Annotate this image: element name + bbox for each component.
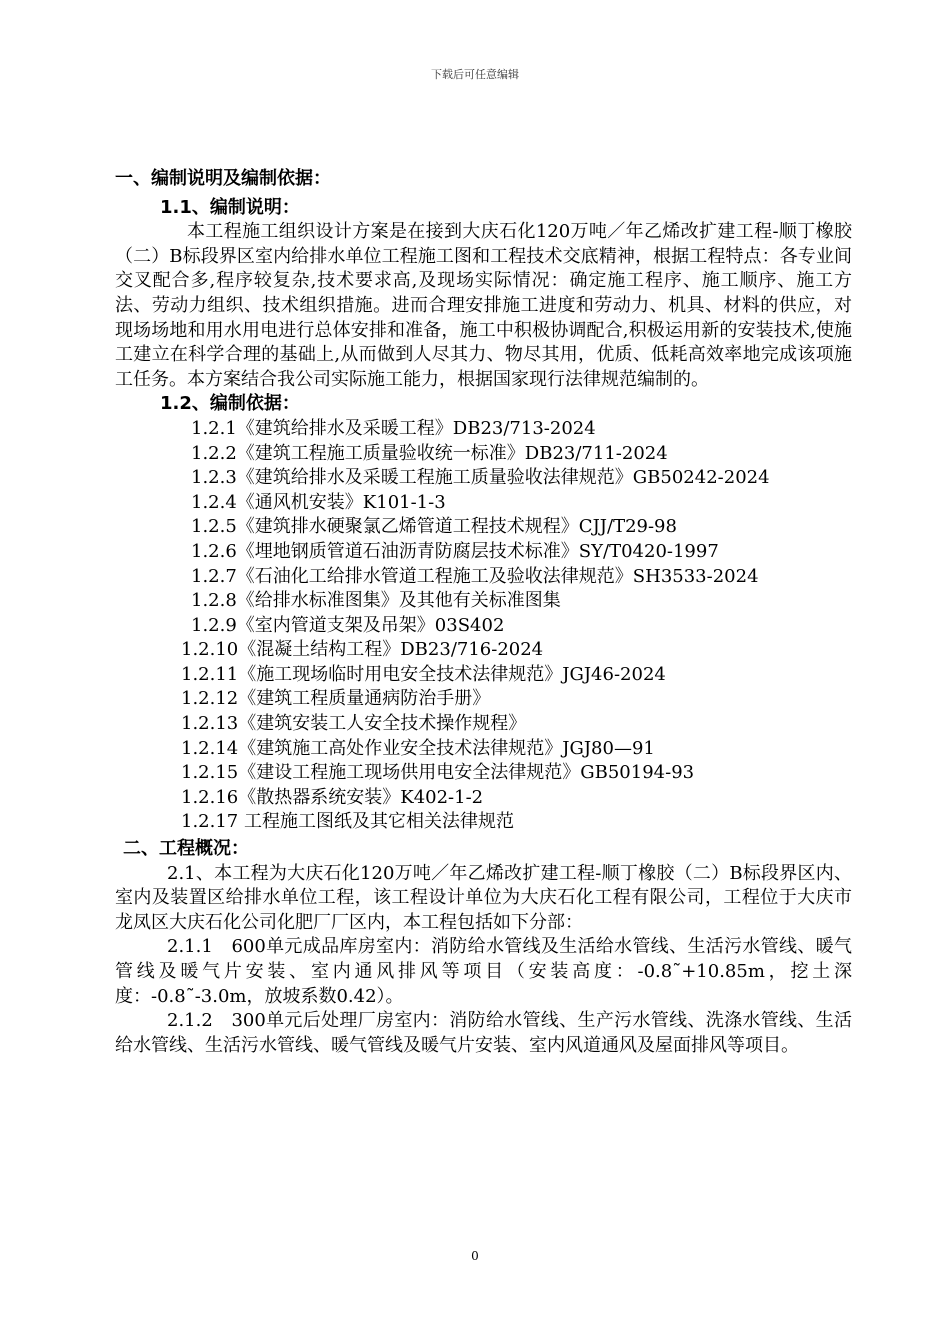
section2-title: 二、工程概况： [123, 838, 249, 860]
subsection-1-1-title: 1.1、编制说明： [160, 196, 300, 218]
subsection-1-2-title: 1.2、编制依据： [160, 393, 300, 415]
reference-item: 1.2.14《建筑施工高处作业安全技术法律规范》JGJ80—91 [181, 737, 655, 759]
subsection-1-1-body: 本工程施工组织设计方案是在接到大庆石化120万吨／年乙烯改扩建工程-顺丁橡胶（二）B标段界区室内给排水单位工程施工图和工程技术交底精神，根据工程特点：各专业间交叉配合多,程序较复杂,技术要求高,及现场实际情况：确定施工程序、施工顺序、施工方法、劳动力组织、技术组织措施。进而合理安排施工进度和劳动力、机具、材料的供应，对现场场地和用水用电进行总体安排和准备，施工中积极协调配合,积极运用新的安装技术,使施工建立在科学合理的基础上,从而做到人尽其力、物尽其用，优质、低耗高效率地完成该项施工任务。本方案结合我公司实际施工能力，根据国家现行法律规范编制的。 [115, 221, 852, 390]
section2-paragraph-2: 2.1.1 600单元成品库房室内：消防给水管线及生活给水管线、生活污水管线、暖气管线及暖气片安装、室内通风排风等项目（安装高度：-0.8˜+10.85m，挖土深度：-0.8˜-3.0m，放坡系数0.42）。 [115, 936, 852, 1007]
reference-item: 1.2.7《石油化工给排水管道工程施工及验收法律规范》SH3533-2024 [191, 565, 759, 587]
reference-item: 1.2.15《建设工程施工现场供用电安全法律规范》GB50194-93 [181, 762, 695, 784]
reference-item: 1.2.4《通风机安装》K101-1-3 [191, 491, 446, 513]
reference-item: 1.2.12《建筑工程质量通病防治手册》 [181, 688, 491, 710]
section2-paragraph-1: 2.1、本工程为大庆石化120万吨／年乙烯改扩建工程-顺丁橡胶（二）B标段界区内、室内及装置区给排水单位工程，该工程设计单位为大庆石化工程有限公司，工程位于大庆市龙凤区大庆石化公司化肥厂厂区内，本工程包括如下分部： [115, 862, 852, 933]
reference-item: 1.2.11《施工现场临时用电安全技术法律规范》JGJ46-2024 [181, 663, 666, 685]
reference-item: 1.2.5《建筑排水硬聚氯乙烯管道工程技术规程》CJJ/T29-98 [191, 516, 677, 538]
document-body [115, 167, 852, 1058]
reference-item: 1.2.6《埋地钢质管道石油沥青防腐层技术标准》SY/T0420-1997 [191, 540, 719, 562]
reference-item: 1.2.10《混凝土结构工程》DB23/716-2024 [181, 639, 544, 661]
reference-item: 1.2.17 工程施工图纸及其它相关法律规范 [181, 811, 514, 833]
reference-item: 1.2.2《建筑工程施工质量验收统一标准》DB23/711-2024 [191, 442, 668, 464]
reference-item: 1.2.13《建筑安装工人安全技术操作规程》 [181, 713, 527, 735]
page-number: 0 [471, 1249, 479, 1263]
reference-item: 1.2.8《给排水标准图集》及其他有关标准图集 [191, 590, 561, 612]
reference-item: 1.2.3《建筑给排水及采暖工程施工质量验收法律规范》GB50242-2024 [191, 467, 770, 489]
reference-item: 1.2.9《室内管道支架及吊架》03S402 [191, 614, 505, 636]
section1-title: 一、编制说明及编制依据： [115, 168, 331, 189]
page-header: 下载后可任意编辑 [431, 68, 519, 81]
section2-paragraph-3: 2.1.2 300单元后处理厂房室内：消防给水管线、生产污水管线、洗涤水管线、生活给水管线、生活污水管线、暖气管线及暖气片安装、室内风道通风及屋面排风等项目。 [115, 1010, 852, 1056]
reference-item: 1.2.16《散热器系统安装》K402-1-2 [181, 786, 484, 808]
reference-item: 1.2.1《建筑给排水及采暖工程》DB23/713-2024 [191, 417, 596, 439]
